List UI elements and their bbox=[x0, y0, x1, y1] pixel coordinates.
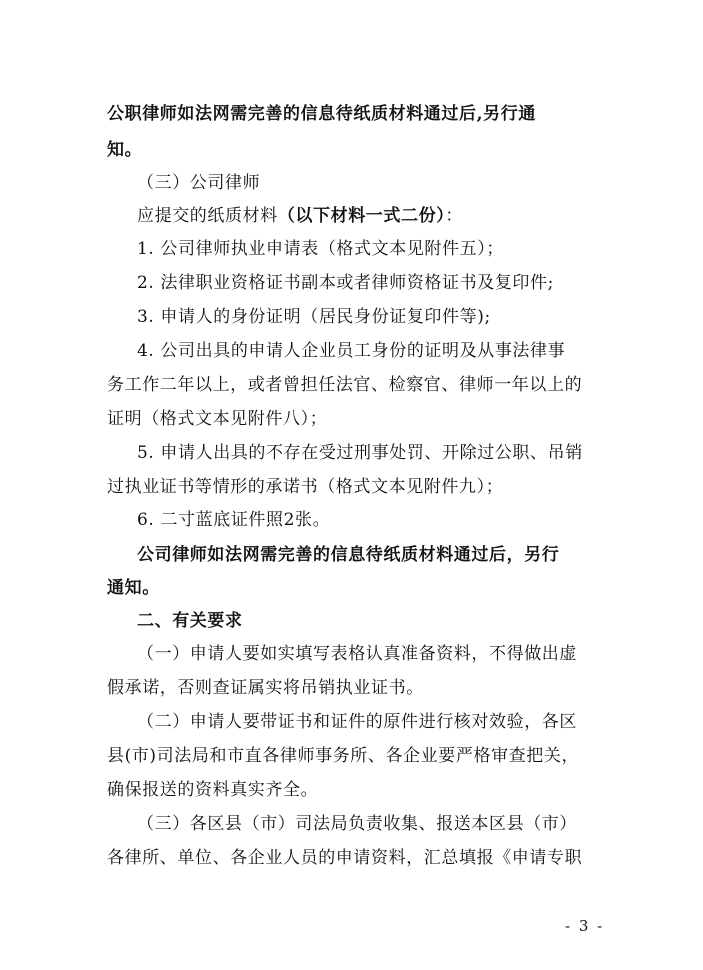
paragraph-line: 务工作二年以上，或者曾担任法官、检察官、律师一年以上的 bbox=[107, 375, 583, 395]
paragraph-line: 通知。 bbox=[107, 578, 160, 598]
paragraph-line: 各律所、单位、各企业人员的申请资料，汇总填报《申请专职 bbox=[107, 848, 583, 868]
list-item: 4. 公司出具的申请人企业员工身份的证明及从事法律事 bbox=[137, 341, 566, 361]
text-run: ： bbox=[445, 206, 463, 226]
bold-text-run: （以下材料一式二份） bbox=[277, 206, 446, 226]
text-run: 应提交的纸质材料 bbox=[137, 206, 278, 226]
page-number: - 3 - bbox=[565, 917, 605, 935]
list-item: 3. 申请人的身份证明（居民身份证复印件等); bbox=[137, 307, 491, 327]
list-item: 1. 公司律师执业申请表（格式文本见附件五）； bbox=[137, 239, 504, 259]
list-item: 5. 申请人出具的不存在受过刑事处罚、开除过公职、吊销 bbox=[137, 443, 583, 463]
list-item: 2. 法律职业资格证书副本或者律师资格证书及复印件; bbox=[137, 273, 554, 293]
paragraph-line: （二）申请人要带证书和证件的原件进行核对效验，各区 bbox=[137, 712, 577, 732]
paragraph-line bbox=[137, 205, 607, 227]
section-heading: （三）公司律师 bbox=[137, 173, 261, 193]
paragraph-line: 证明（格式文本见附件八）； bbox=[107, 409, 328, 429]
paragraph-line: 假承诺，否则查证属实将吊销执业证书。 bbox=[107, 678, 424, 698]
paragraph-line: 县(市)司法局和市直各律师事务所、各企业要严格审查把关， bbox=[107, 746, 580, 766]
paragraph-line: 知。 bbox=[107, 140, 143, 160]
paragraph-line: 确保报送的资料真实齐全。 bbox=[107, 780, 319, 800]
list-item: 6. 二寸蓝底证件照2张。 bbox=[137, 510, 331, 530]
paragraph-line: 公司律师如法网需完善的信息待纸质材料通过后，另行 bbox=[137, 545, 560, 565]
paragraph-line: （三）各区县（市）司法局负责收集、报送本区县（市） bbox=[137, 814, 577, 834]
section-heading: 二、有关要求 bbox=[137, 611, 243, 631]
paragraph-line: 过执业证书等情形的承诺书（格式文本见附件九）； bbox=[107, 477, 504, 497]
paragraph-line: 公职律师如法网需完善的信息待纸质材料通过后,另行通 bbox=[107, 104, 536, 124]
paragraph-line: （一）申请人要如实填写表格认真准备资料，不得做出虚 bbox=[137, 644, 577, 664]
